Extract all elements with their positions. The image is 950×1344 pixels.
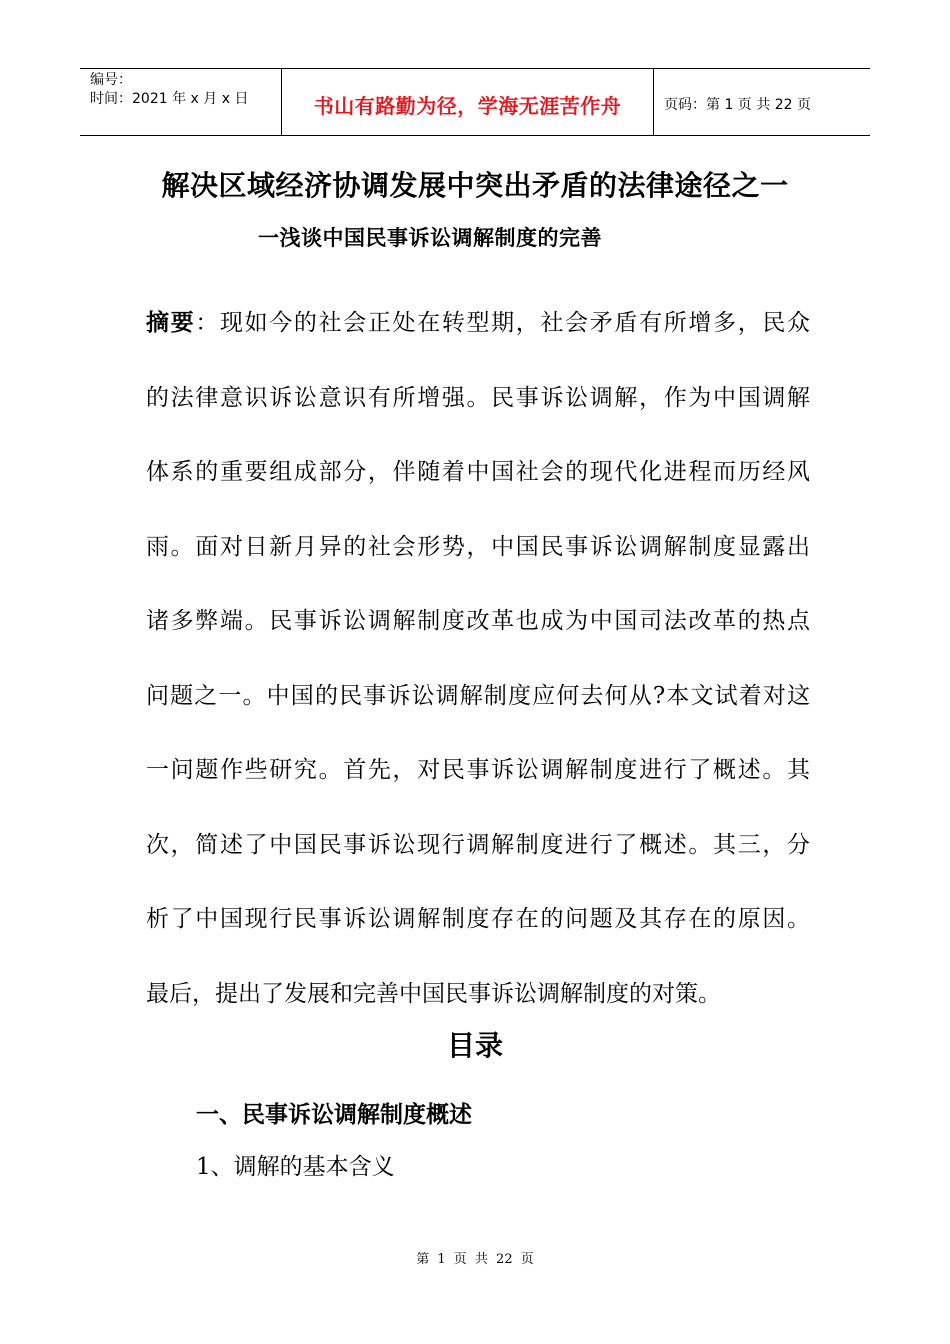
document-title: 解决区域经济协调发展中突出矛盾的法律途径之一 bbox=[161, 169, 789, 202]
page-footer: 第 1 页 共 22 页 bbox=[416, 1252, 534, 1267]
header-motto: 书山有路勤为径，学海无涯苦作舟 bbox=[282, 69, 654, 135]
abstract-line: 最后，提出了发展和完善中国民事诉讼调解制度的对策。 bbox=[146, 980, 721, 1007]
abstract-line: 诸多弊端。民事诉讼调解制度改革也成为中国司法改革的热点 bbox=[146, 608, 810, 634]
abstract-line-text: ：现如今的社会正处在转型期，社会矛盾有所增多，民众 bbox=[195, 310, 811, 336]
abstract-line bbox=[146, 286, 810, 361]
abstract-line: 一问题作些研究。首先，对民事诉讼调解制度进行了概述。其 bbox=[146, 757, 810, 783]
header-time: 时间：2021 年 x 月 x 日 bbox=[90, 91, 249, 107]
toc-item: 1、调解的基本含义 bbox=[196, 1154, 395, 1180]
abstract-paragraph bbox=[146, 286, 810, 1031]
abstract-line: 析了中国现行民事诉讼调解制度存在的问题及其存在的原因。 bbox=[146, 906, 810, 932]
document-subtitle: 一浅谈中国民事诉讼调解制度的完善 bbox=[258, 225, 602, 250]
abstract-line: 雨。面对日新月异的社会形势，中国民事诉讼调解制度显露出 bbox=[146, 533, 810, 560]
header-meta bbox=[80, 69, 282, 135]
document-header bbox=[80, 68, 870, 136]
toc-title: 目录 bbox=[446, 1029, 503, 1062]
abstract-line: 体系的重要组成部分，伴随着中国社会的现代化进程而历经风 bbox=[146, 459, 810, 485]
abstract-line: 次，简述了中国民事诉讼现行调解制度进行了概述。其三，分 bbox=[146, 831, 810, 858]
header-number: 编号： bbox=[90, 72, 132, 88]
toc-section-heading: 一、民事诉讼调解制度概述 bbox=[196, 1101, 472, 1128]
abstract-line: 问题之一。中国的民事诉讼调解制度应何去何从?本文试着对这 bbox=[146, 682, 810, 709]
header-page-info: 页码：第 1 页 共 22 页 bbox=[664, 97, 811, 113]
abstract-label: 摘要 bbox=[146, 309, 196, 336]
abstract-line: 的法律意识诉讼意识有所增强。民事诉讼调解，作为中国调解 bbox=[146, 384, 810, 411]
